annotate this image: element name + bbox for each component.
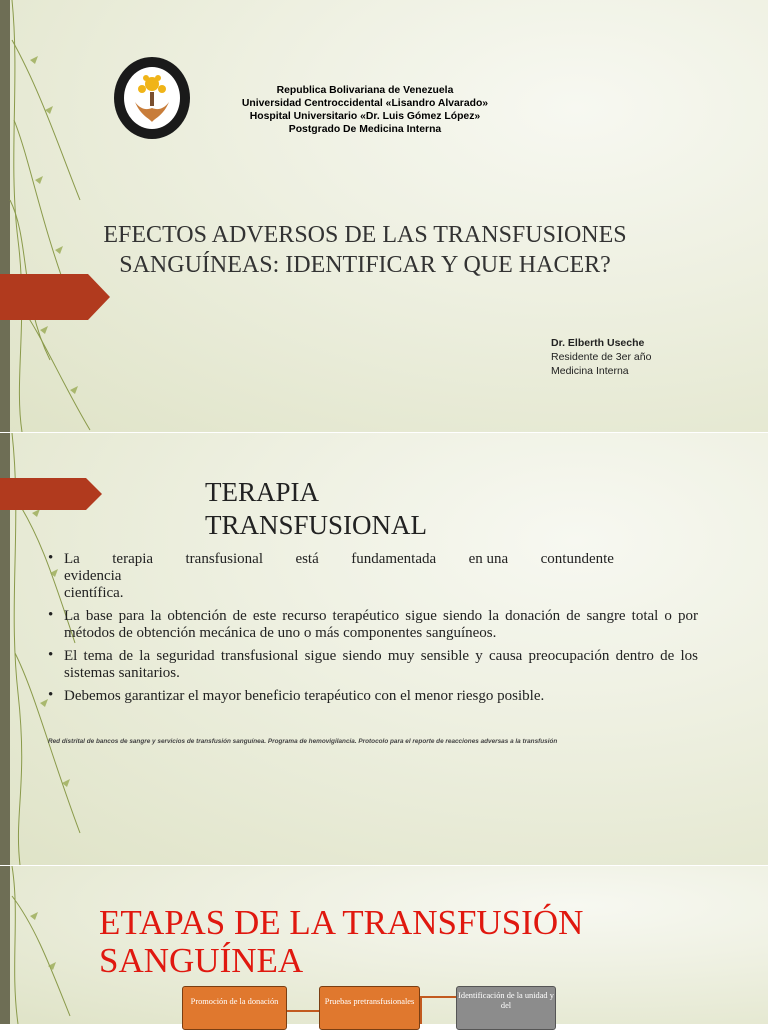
flow-step-box: Promoción de la donación [182, 986, 287, 1030]
bullet-item [48, 648, 698, 682]
flow-connector [420, 996, 456, 998]
author-dept: Medicina Interna [551, 365, 629, 377]
title-line: TRANSFUSIONAL [205, 510, 428, 540]
author-name: Dr. Elberth Useche [551, 337, 645, 349]
title-line: TERAPIA [205, 477, 319, 507]
institution-line: Republica Bolivariana de Venezuela [276, 85, 454, 96]
bullet-dot-icon: • [48, 550, 54, 566]
institution-line: Universidad Centroccidental «Lisandro Alvarado» [241, 98, 489, 109]
bullet-line: científica. [64, 585, 124, 601]
bullet-first-line [64, 551, 614, 568]
reference-note: Red distrital de bancos de sangre y servicios de transfusión sanguínea. Programa de hemovigilancia. Protocolo para el reporte de reacciones adversas a la transfusión [48, 738, 558, 745]
slide-1 [0, 0, 768, 432]
bullet-text: Debemos garantizar el mayor beneficio terapéutico con el menor riesgo posible. [64, 688, 545, 704]
slide-2-title [205, 476, 427, 542]
slide-3-title [99, 904, 583, 980]
red-arrow-tab [0, 478, 102, 510]
bullet-item [48, 688, 698, 705]
bullet-text: El tema de la seguridad transfusional sigue siendo muy sensible y causa preocupación dentro de los sistemas sanitarios. [64, 648, 698, 681]
institution-header [200, 84, 530, 136]
word: está [295, 551, 319, 567]
bullet-text: La base para la obtención de este recurso terapéutico sigue siendo la donación de sangre total o por métodos de obtención mecánica de uno o más componentes sanguíneos. [64, 608, 698, 641]
flow-connector [420, 996, 422, 1024]
word: terapia [112, 551, 154, 567]
title-line: SANGUÍNEA [99, 941, 304, 980]
presentation-title [45, 220, 685, 280]
seal-logo-icon [113, 56, 191, 140]
bullet-item [48, 608, 698, 642]
bullet-dot-icon: • [48, 647, 54, 663]
title-line: ETAPAS DE LA TRANSFUSIÓN [99, 903, 584, 942]
author-block [551, 336, 651, 378]
word: La [64, 551, 80, 567]
title-line: SANGUÍNEAS: IDENTIFICAR Y QUE HACER? [119, 252, 611, 278]
title-line: EFECTOS ADVERSOS DE LAS TRANSFUSIONES [103, 222, 627, 248]
institution-line: Hospital Universitario «Dr. Luis Gómez López» [249, 111, 481, 122]
word: contundente [540, 551, 614, 567]
bullet-list [48, 551, 698, 711]
vine-decoration-icon [0, 0, 120, 432]
author-role: Residente de 3er año [551, 351, 652, 363]
flow-connector [287, 1010, 319, 1012]
bullet-item [48, 551, 698, 602]
bullet-dot-icon: • [48, 687, 54, 703]
flow-step-box: Identificación de la unidad y del [456, 986, 556, 1030]
word: transfusional [185, 551, 263, 567]
bullet-dot-icon: • [48, 607, 54, 623]
word: fundamentada [351, 551, 437, 567]
red-arrow-tab [0, 274, 110, 320]
bullet-line: evidencia [64, 568, 122, 584]
institution-line: Postgrado De Medicina Interna [288, 124, 442, 135]
word: en una [468, 551, 509, 567]
flow-step-box: Pruebas pretransfusionales [319, 986, 420, 1030]
